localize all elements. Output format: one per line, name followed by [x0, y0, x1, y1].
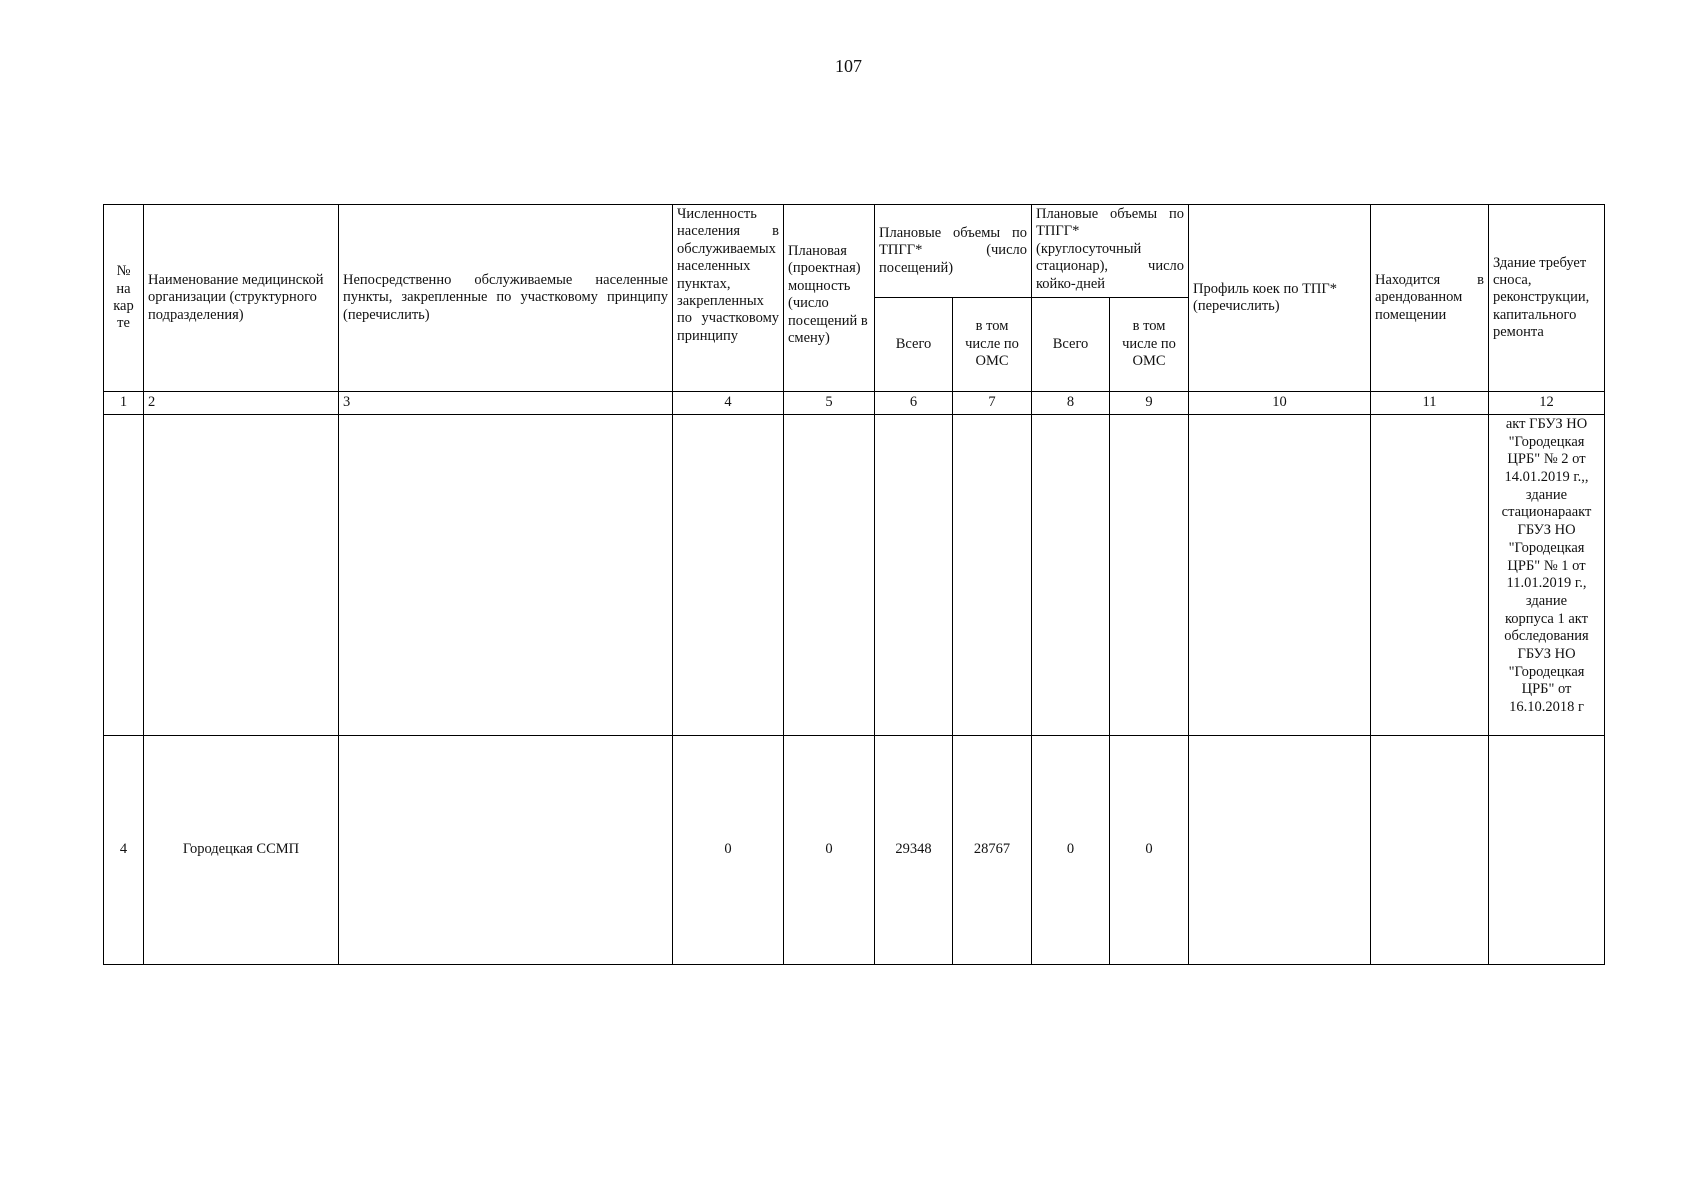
table-cell [1189, 415, 1371, 736]
column-number: 11 [1371, 392, 1489, 415]
org-name: Городецкая ССМП [144, 736, 339, 965]
column-number: 7 [953, 392, 1032, 415]
header-visits-total: Всего [875, 298, 953, 392]
header-visits-oms: в том числе по ОМС [953, 298, 1032, 392]
capacity: 0 [784, 736, 875, 965]
rented [1371, 736, 1489, 965]
continued-row [104, 415, 1605, 736]
table-cell [953, 415, 1032, 736]
building-state-note: акт ГБУЗ НО "Городецкая ЦРБ" № 2 от 14.01.2019 г.,, здание стационараакт ГБУЗ НО "Городецкая ЦРБ" № 1 от 11.01.2019 г., здание корпуса 1 акт обследования ГБУЗ НО "Городецкая ЦРБ" от 16.10.2018 г [1489, 415, 1605, 736]
settlements [339, 736, 673, 965]
table-cell [339, 415, 673, 736]
header-rented: Находится в арендованном помещении [1371, 205, 1489, 392]
header-planned-beddays: Плановые объемы по ТПГГ* (круглосуточный стационар), число койко-дней [1032, 205, 1189, 298]
population: 0 [673, 736, 784, 965]
page-number: 107 [835, 56, 862, 76]
table-cell [673, 415, 784, 736]
column-number: 5 [784, 392, 875, 415]
table-cell [1371, 415, 1489, 736]
row-number: 4 [104, 736, 144, 965]
column-number: 10 [1189, 392, 1371, 415]
table-cell [1032, 415, 1110, 736]
table-cell [144, 415, 339, 736]
column-number: 9 [1110, 392, 1189, 415]
header-beddays-oms: в том числе по ОМС [1110, 298, 1189, 392]
header-row-1 [104, 205, 1605, 298]
header-population: Численность населения в обслуживаемых населенных пунктах, закрепленных по участковому принципу [673, 205, 784, 392]
header-building-state: Здание требует сноса, реконструкции, капитального ремонта [1489, 205, 1605, 392]
header-planned-visits: Плановые объемы по ТПГГ* (число посещений) [875, 205, 1032, 298]
column-number: 8 [1032, 392, 1110, 415]
visits-total: 29348 [875, 736, 953, 965]
header-capacity: Плановая (проектная) мощность (число посещений в смену) [784, 205, 875, 392]
column-number: 12 [1489, 392, 1605, 415]
column-number: 3 [339, 392, 673, 415]
table-cell [784, 415, 875, 736]
table-cell [104, 415, 144, 736]
beddays-total: 0 [1032, 736, 1110, 965]
header-beddays-total: Всего [1032, 298, 1110, 392]
column-number: 1 [104, 392, 144, 415]
building-state [1489, 736, 1605, 965]
column-number: 6 [875, 392, 953, 415]
column-numbers-row [104, 392, 1605, 415]
column-number: 4 [673, 392, 784, 415]
table-cell [1110, 415, 1189, 736]
table-cell [875, 415, 953, 736]
visits-oms: 28767 [953, 736, 1032, 965]
header-settlements: Непосредственно обслуживаемые населенные пункты, закрепленные по участковому принципу (перечислить) [339, 205, 673, 392]
bed-profile [1189, 736, 1371, 965]
beddays-oms: 0 [1110, 736, 1189, 965]
column-number: 2 [144, 392, 339, 415]
header-org-name: Наименование медицинской организации (структурного подразделения) [144, 205, 339, 392]
table-row [104, 736, 1605, 965]
header-bed-profile: Профиль коек по ТПГ* (перечислить) [1189, 205, 1371, 392]
header-num-on-map: № на кар те [104, 205, 144, 392]
facility-table [103, 204, 1605, 965]
